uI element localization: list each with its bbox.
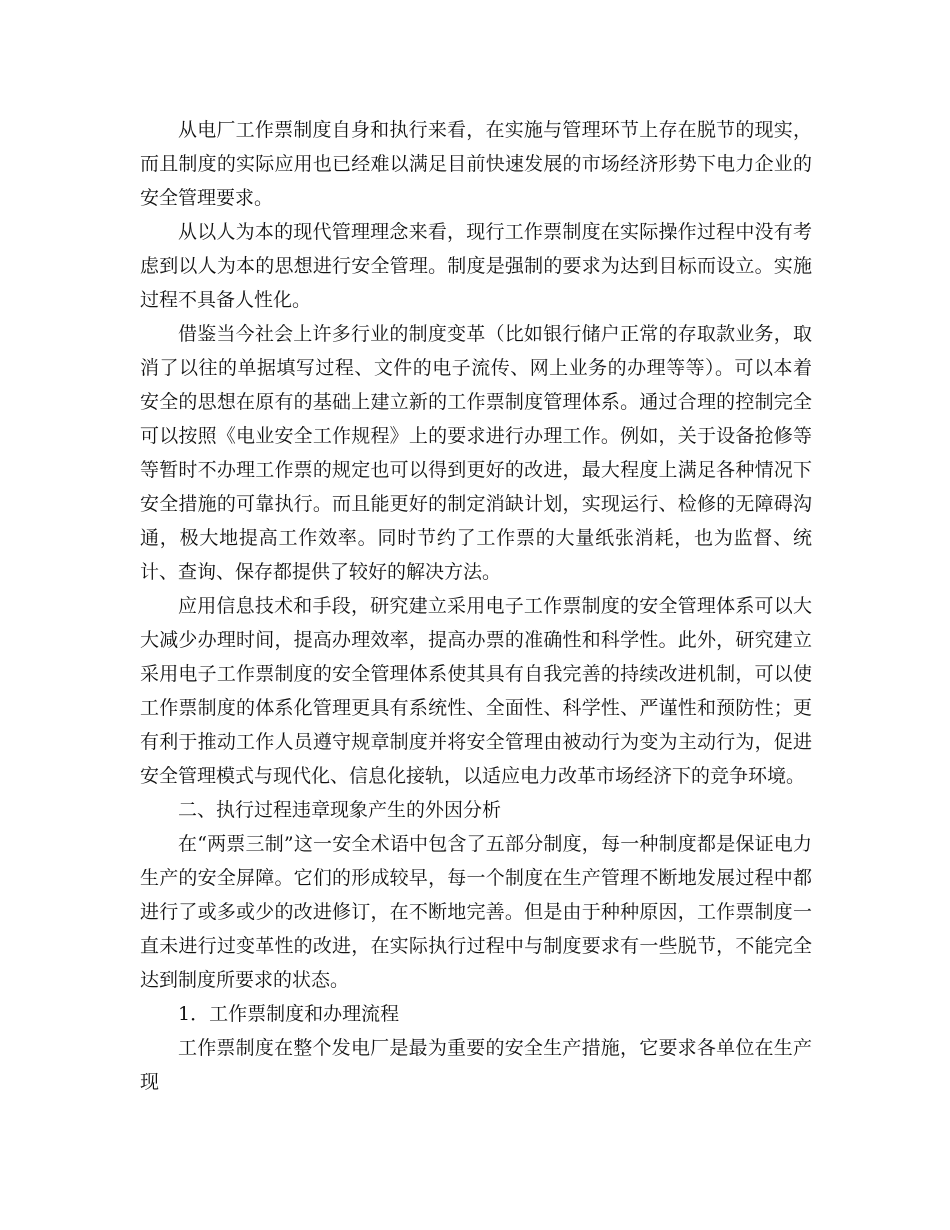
paragraph-it-application: 应用信息技术和手段，研究建立采用电子工作票制度的安全管理体系可以大大减少办理时间，提高办理效率，提高办票的准确性和科学性。此外，研究建立采用电子工作票制度的安全管理体系使其具有自我完善的持续改进机制，可以使工作票制度的体系化管理更具有系统性、全面性、科学性、严谨性和预防性；更有利于推动工作人员遵守规章制度并将安全管理由被动行为变为主动行为，促进安全管理模式与现代化、信息化接轨，以适应电力改革市场经济下的竞争环境。 <box>140 595 812 787</box>
paragraph-reform-reference: 借鉴当今社会上许多行业的制度变革（比如银行储户正常的存取款业务，取消了以往的单据填写过程、文件的电子流传、网上业务的办理等等）。可以本着安全的思想在原有的基础上建立新的工作票制度管理体系。通过合理的控制完全可以按照《电业安全工作规程》上的要求进行办理工作。例如，关于设备抢修等等暂时不办理工作票的规定也可以得到更好的改进，最大程度上满足各种情况下安全措施的可靠执行。而且能更好的制定消缺计划，实现运行、检修的无障碍沟通，极大地提高工作效率。同时节约了工作票的大量纸张消耗，也为监督、统计、查询、保存都提供了较好的解决方法。 <box>140 323 812 583</box>
paragraph-people-oriented: 从以人为本的现代管理理念来看，现行工作票制度在实际操作过程中没有考虑到以人为本的思想进行安全管理。制度是强制的要求为达到目标而设立。实施过程不具备人性化。 <box>140 221 812 311</box>
paragraph-implementation-gap: 从电厂工作票制度自身和执行来看，在实施与管理环节上存在脱节的现实，而且制度的实际应用也已经难以满足目前快速发展的市场经济形势下电力企业的安全管理要求。 <box>140 119 812 209</box>
subsection-heading-work-ticket-process: 1．工作票制度和办理流程 <box>178 1003 400 1025</box>
section-heading-external-causes: 二、执行过程违章现象产生的外因分析 <box>178 799 502 821</box>
document-body <box>140 113 812 1099</box>
paragraph-work-ticket-importance: 工作票制度在整个发电厂是最为重要的安全生产措施，它要求各单位在生产现 <box>140 1037 812 1093</box>
paragraph-two-tickets-three-systems: 在“两票三制”这一安全术语中包含了五部分制度，每一种制度都是保证电力生产的安全屏障。它们的形成较早，每一个制度在生产管理不断地发展过程中都进行了或多或少的改进修订，在不断地完善。但是由于种种原因，工作票制度一直未进行过变革性的改进，在实际执行过程中与制度要求有一些脱节，不能完全达到制度所要求的状态。 <box>140 833 812 991</box>
